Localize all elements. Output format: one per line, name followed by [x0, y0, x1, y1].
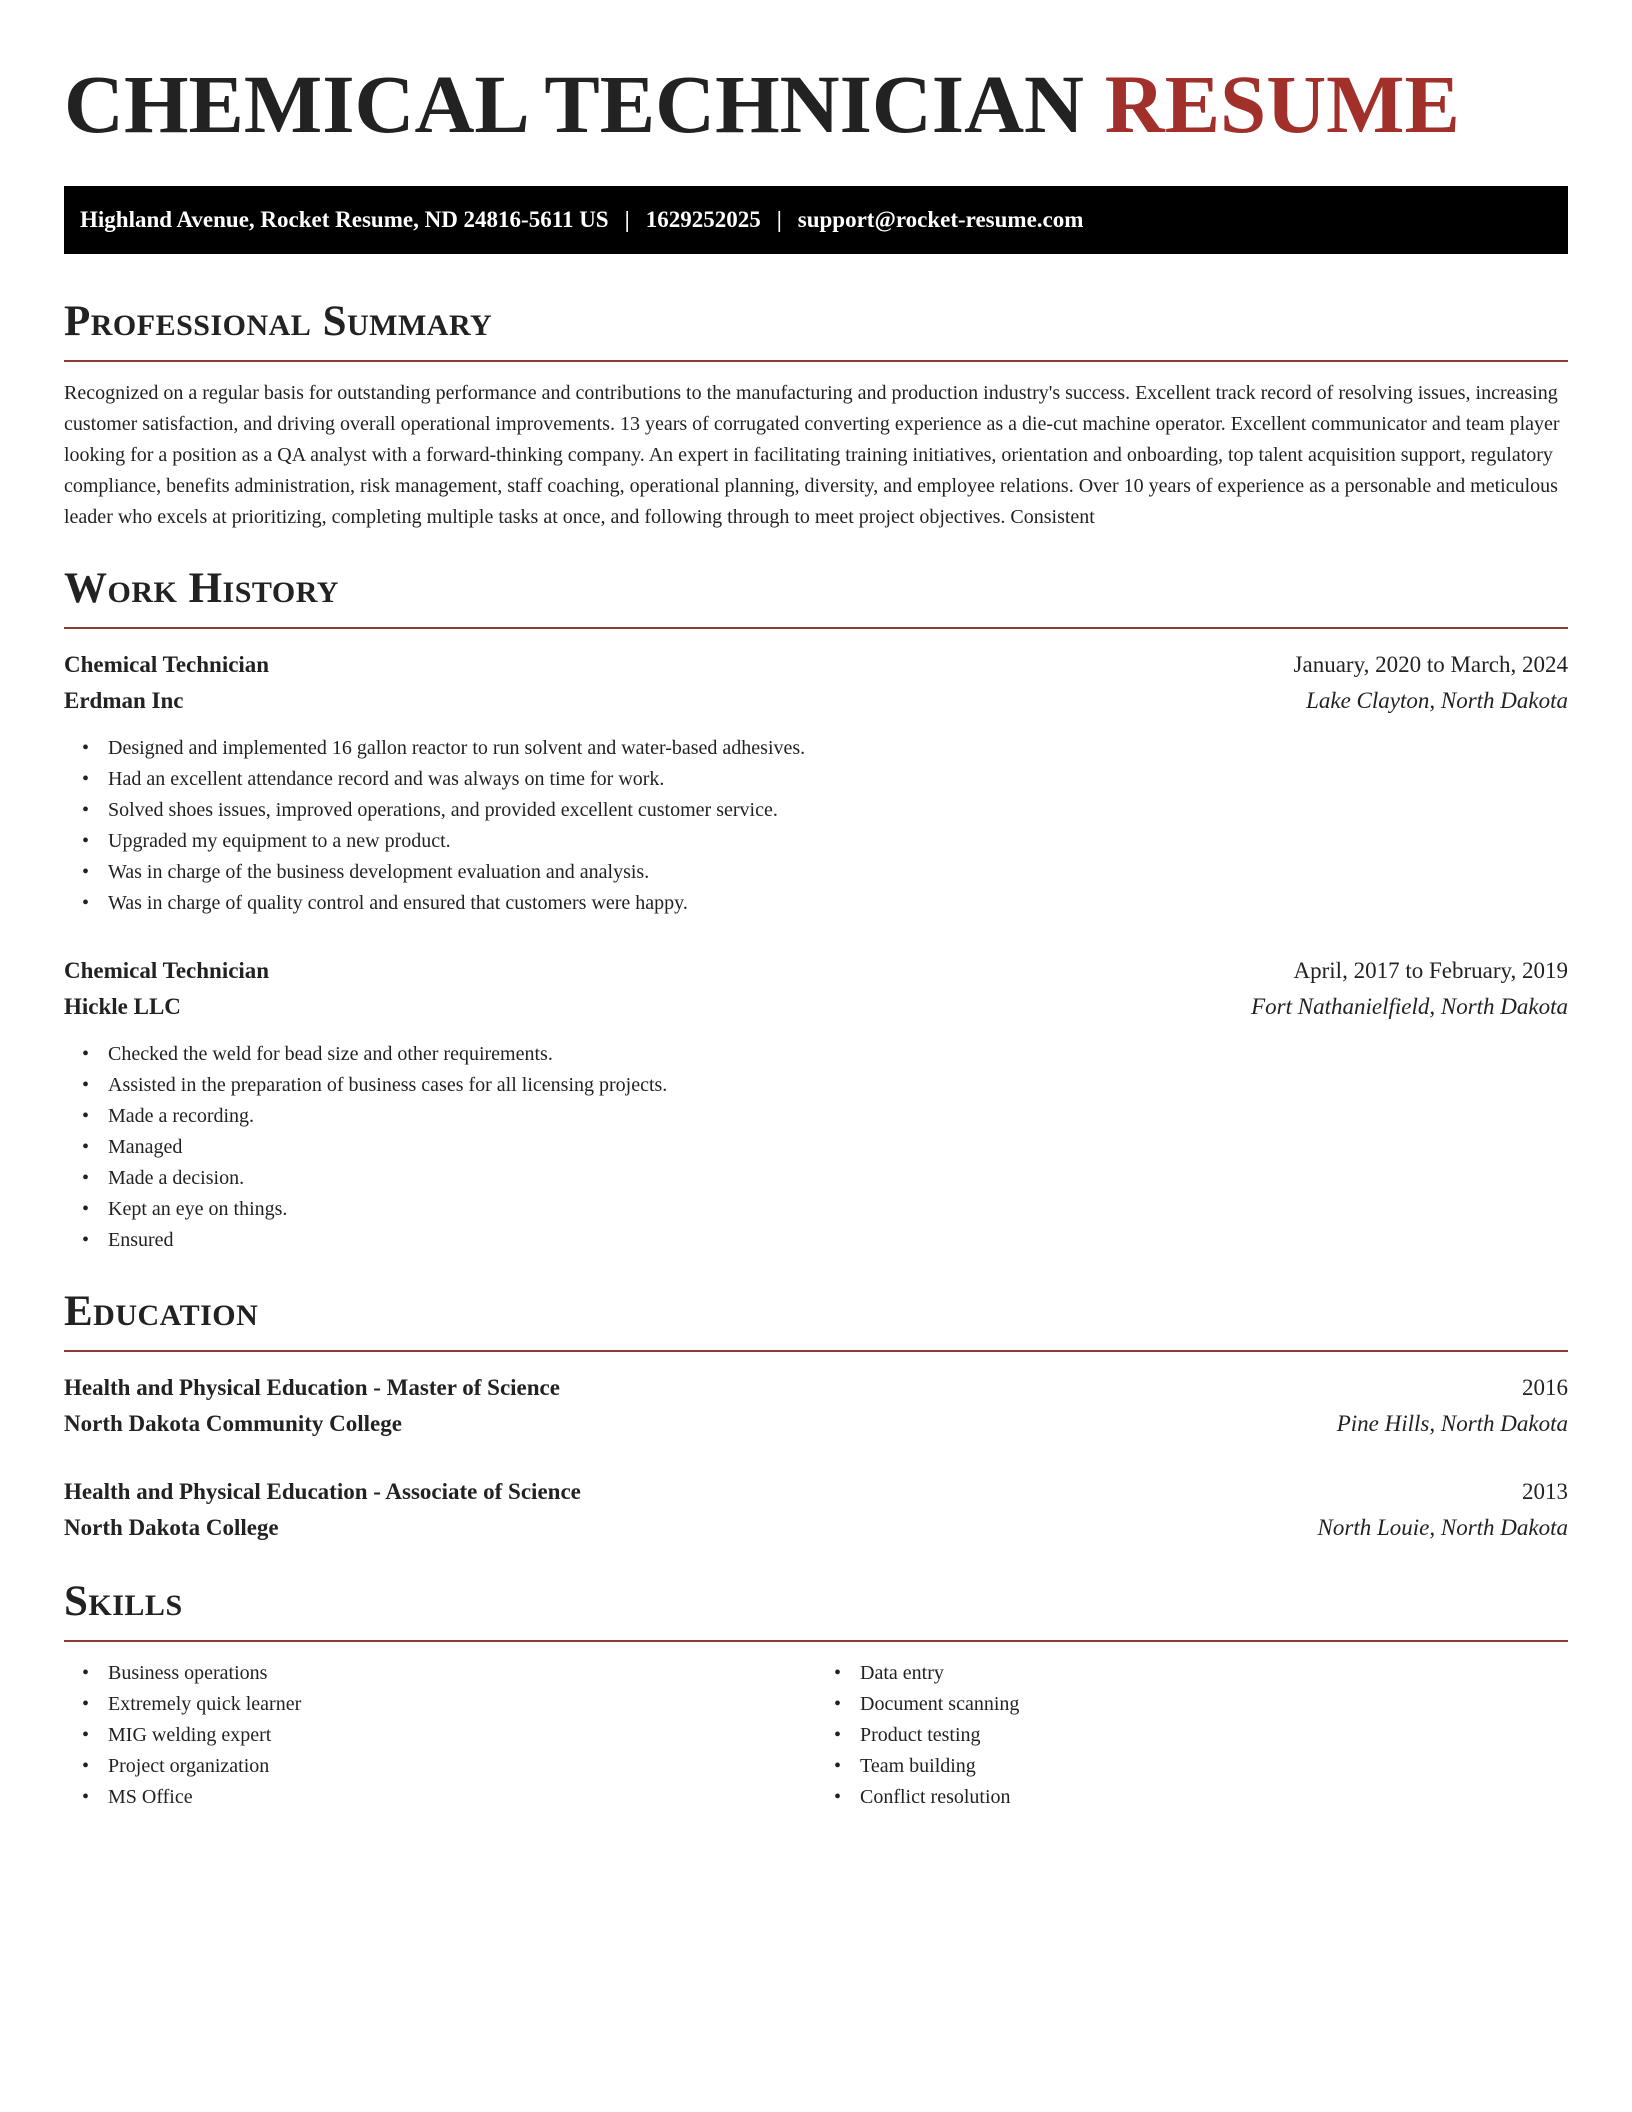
job-company: Erdman Inc	[64, 688, 184, 713]
skill-item: • Conflict resolution	[860, 1782, 1568, 1813]
degree: Health and Physical Education - Master of Science	[64, 1375, 560, 1400]
section-divider	[64, 1350, 1568, 1352]
job-bullets	[64, 1039, 1568, 1256]
job-bullet: • Ensured	[108, 1225, 1568, 1256]
school-location: North Louie, North Dakota	[1317, 1515, 1568, 1540]
work-history-section	[64, 563, 1568, 1256]
section-divider	[64, 627, 1568, 629]
contact-separator: |	[776, 207, 782, 232]
job-bullet: • Made a recording.	[108, 1101, 1568, 1132]
skill-item: • Data entry	[860, 1658, 1568, 1689]
school-name: North Dakota College	[64, 1515, 279, 1540]
education-entry	[64, 1474, 1568, 1546]
job-bullet: • Managed	[108, 1132, 1568, 1163]
job-bullet: • Designed and implemented 16 gallon reactor to run solvent and water-based adhesives.	[108, 733, 1568, 764]
skill-item: • Document scanning	[860, 1689, 1568, 1720]
title-accent: RESUME	[1104, 58, 1460, 150]
skills-heading: Skills	[64, 1578, 183, 1625]
school-name: North Dakota Community College	[64, 1411, 402, 1436]
job-bullet: • Upgraded my equipment to a new product.	[108, 826, 1568, 857]
skills-list-right	[816, 1658, 1568, 1813]
skills-list-left	[64, 1658, 816, 1813]
work-history-heading: Work History	[64, 565, 339, 612]
job-bullets	[64, 733, 1568, 919]
skill-item: • Product testing	[860, 1720, 1568, 1751]
job-bullet: • Assisted in the preparation of business cases for all licensing projects.	[108, 1070, 1568, 1101]
contact-bar	[64, 186, 1568, 254]
skill-item: • MIG welding expert	[108, 1720, 816, 1751]
job-entry	[64, 647, 1568, 919]
degree: Health and Physical Education - Associate of Science	[64, 1479, 581, 1504]
skills-columns	[64, 1658, 1568, 1813]
summary-heading: Professional Summary	[64, 298, 493, 345]
summary-section	[64, 296, 1568, 533]
summary-text: Recognized on a regular basis for outstanding performance and contributions to the manufacturing and production industry's success. Excellent track record of resolving issues, increasing customer satisfaction, and driving overall operational improvements. 13 years of corrugated converting experience as a die-cut machine operator. Excellent communicator and team player looking for a position as a QA analyst with a forward-thinking company. An expert in facilitating training initiatives, orientation and onboarding, top talent acquisition support, regulatory compliance, benefits administration, risk management, staff coaching, operational planning, diversity, and employee relations. Over 10 years of experience as a personable and meticulous leader who excels at prioritizing, completing multiple tasks at once, and following through to meet project objectives. Consistent	[64, 382, 1560, 528]
job-entry	[64, 953, 1568, 1256]
contact-email[interactable]: support@rocket-resume.com	[797, 207, 1084, 232]
education-entry	[64, 1370, 1568, 1442]
contact-address: Highland Avenue, Rocket Resume, ND 24816-5611 US	[80, 207, 609, 232]
job-title: Chemical Technician	[64, 652, 270, 677]
section-divider	[64, 360, 1568, 362]
contact-separator: |	[624, 207, 630, 232]
contact-phone[interactable]: 1629252025	[645, 207, 761, 232]
job-dates: January, 2020 to March, 2024	[1293, 652, 1568, 677]
skill-item: • Extremely quick learner	[108, 1689, 816, 1720]
education-heading: Education	[64, 1288, 259, 1335]
skill-item: • Project organization	[108, 1751, 816, 1782]
job-bullet: • Made a decision.	[108, 1163, 1568, 1194]
graduation-year: 2016	[1522, 1375, 1568, 1400]
job-bullet: • Kept an eye on things.	[108, 1194, 1568, 1225]
skill-item: • MS Office	[108, 1782, 816, 1813]
section-divider	[64, 1640, 1568, 1642]
title-main: CHEMICAL TECHNICIAN	[64, 58, 1105, 150]
graduation-year: 2013	[1522, 1479, 1568, 1504]
resume-title	[64, 56, 1568, 152]
job-bullet: • Solved shoes issues, improved operations, and provided excellent customer service.	[108, 795, 1568, 826]
job-bullet: • Was in charge of the business development evaluation and analysis.	[108, 857, 1568, 888]
job-bullet: • Checked the weld for bead size and other requirements.	[108, 1039, 1568, 1070]
job-location: Lake Clayton, North Dakota	[1306, 688, 1568, 713]
job-title: Chemical Technician	[64, 958, 270, 983]
job-company: Hickle LLC	[64, 994, 181, 1019]
skill-item: • Business operations	[108, 1658, 816, 1689]
school-location: Pine Hills, North Dakota	[1336, 1411, 1568, 1436]
education-section	[64, 1286, 1568, 1546]
job-dates: April, 2017 to February, 2019	[1293, 958, 1568, 983]
skill-item: • Team building	[860, 1751, 1568, 1782]
job-location: Fort Nathanielfield, North Dakota	[1251, 994, 1568, 1019]
skills-section	[64, 1576, 1568, 1813]
job-bullet: • Was in charge of quality control and ensured that customers were happy.	[108, 888, 1568, 919]
job-bullet: • Had an excellent attendance record and was always on time for work.	[108, 764, 1568, 795]
